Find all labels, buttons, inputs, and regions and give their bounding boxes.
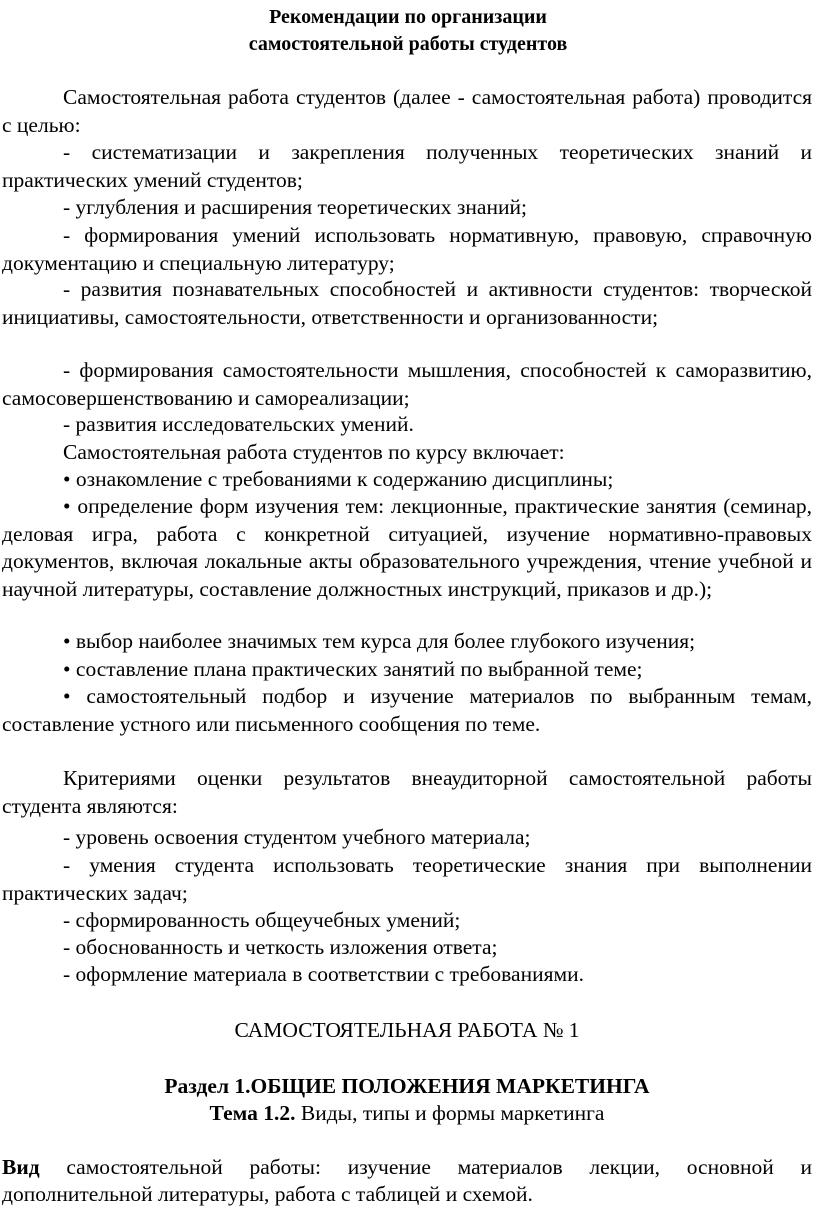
- kind-text-1: самостоятельной работы: изучение материалов лекции, основной и: [39, 1155, 812, 1179]
- kind-line-1: [2, 1154, 812, 1182]
- includes-item-2: • определение форм изучения тем: лекционные, практические занятия (семинар, деловая игра, работа с конкретной ситуацией, изучение нормативно-правовых документов, включая локальные акты образовательного учреждения, чтение учебной и научной литературы, составление должностных инструкций, приказов и др.);: [2, 494, 812, 601]
- topic-label: Тема 1.2.: [209, 1101, 296, 1125]
- includes-item-1: • ознакомление с требованиями к содержанию дисциплины;: [63, 467, 614, 491]
- section-label: Раздел 1.: [164, 1074, 251, 1098]
- doc-title-line1: Рекомендации по организации: [269, 6, 547, 28]
- goal-item-2: - углубления и расширения теоретических знаний;: [63, 195, 527, 219]
- includes-item-5: • самостоятельный подбор и изучение материалов по выбранным темам, составление устного или письменного сообщения по теме.: [2, 684, 812, 736]
- work-heading: САМОСТОЯТЕЛЬНАЯ РАБОТА № 1: [234, 1018, 580, 1042]
- criteria-item-5: - оформление материала в соответствии с требованиями.: [63, 962, 584, 986]
- includes-item-3: • выбор наиболее значимых тем курса для более глубокого изучения;: [63, 629, 696, 653]
- goal-item-4: - развития познавательных способностей и активности студентов: творческой инициативы, самостоятельности, ответственности и организованности;: [2, 277, 812, 329]
- criteria-item-3: - сформированность общеучебных умений;: [63, 908, 461, 932]
- criteria-item-4: - обоснованность и четкость изложения ответа;: [63, 935, 498, 959]
- goal-item-6: - развития исследовательских умений.: [63, 412, 414, 436]
- goal-item-5: - формирования самостоятельности мышления, способностей к саморазвитию, самосовершенствованию и самореализации;: [2, 358, 812, 410]
- criteria-item-1: - уровень освоения студентом учебного материала;: [63, 825, 531, 849]
- section-heading: [2, 1073, 812, 1101]
- section-name: ОБЩИЕ ПОЛОЖЕНИЯ МАРКЕТИНГА: [250, 1074, 650, 1098]
- includes-item-4: • составление плана практических занятий по выбранной теме;: [63, 657, 643, 681]
- criteria-intro: Критериями оценки результатов внеаудиторной самостоятельной работы студента являются:: [2, 766, 812, 818]
- includes-intro: Самостоятельная работа студентов по курсу включает:: [63, 440, 565, 464]
- doc-title-line2: самостоятельной работы студентов: [248, 33, 568, 55]
- topic-name: Виды, типы и формы маркетинга: [295, 1101, 605, 1125]
- topic-heading: [2, 1100, 812, 1128]
- intro-paragraph: Самостоятельная работа студентов (далее - самостоятельная работа) проводится с целью:: [2, 85, 812, 137]
- goal-item-1: - систематизации и закрепления полученных теоретических знаний и практических умений студентов;: [2, 140, 812, 192]
- kind-label: Вид: [2, 1155, 40, 1179]
- goal-item-3: - формирования умений использовать нормативную, правовую, справочную документацию и специальную литературу;: [2, 223, 812, 275]
- kind-line-2: дополнительной литературы, работа с таблицей и схемой.: [2, 1182, 533, 1206]
- criteria-item-2: - умения студента использовать теоретические знания при выполнении практических задач;: [2, 853, 812, 905]
